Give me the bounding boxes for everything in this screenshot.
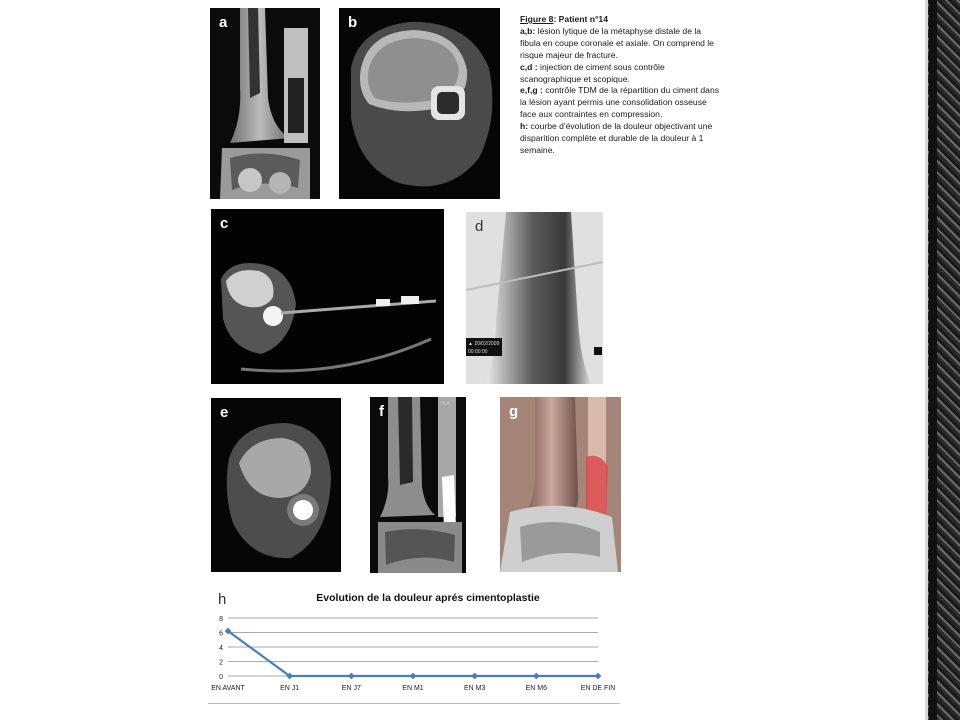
decorative-border-strip: [925, 0, 960, 720]
panel-b-axial-ct: [339, 8, 500, 199]
panel-e-axial-ct-control: [211, 398, 341, 572]
series-line: [228, 631, 598, 676]
panel-label-f: f: [379, 403, 384, 420]
coronal-control-image: [370, 397, 466, 573]
panel-label-c: c: [220, 215, 229, 232]
panel-label-d: d: [475, 218, 484, 235]
volume-render-image: [500, 397, 621, 572]
panel-g-3d-reconstruction: [500, 397, 621, 572]
y-tick-label: 2: [219, 659, 223, 667]
panel-f-orientation-tag: HLA: [440, 401, 450, 407]
panel-label-g: g: [509, 403, 519, 420]
chart-bottom-rule: [208, 703, 620, 704]
y-tick-label: 6: [219, 630, 223, 638]
x-tick-label: EN M6: [525, 685, 548, 692]
panel-h-pain-chart: [208, 585, 620, 705]
panel-label-h: h: [218, 591, 227, 608]
axial-ct-image: [339, 8, 500, 199]
data-point: [348, 673, 355, 680]
panel-label-b: b: [348, 14, 358, 31]
fluoroscopy-image: [466, 212, 603, 384]
fluoroscopy-stamp-date: ▲ 20/02/2009: [468, 341, 500, 347]
x-tick-label: EN AVANT: [211, 685, 245, 692]
y-tick-label: 0: [219, 674, 223, 681]
panel-label-a: a: [219, 14, 228, 31]
caption-efg: e,f,g : contrôle TDM de la répartition du ciment dans la lésion ayant permis une consolidation osseuse face aux contraintes en compression.: [520, 85, 720, 120]
caption-title: Figure 8: Patient n°14: [520, 14, 608, 24]
figure-caption: [520, 14, 720, 157]
y-tick-label: 4: [219, 645, 223, 652]
caption-cd: c,d : injection de ciment sous contrôle scanographique et scopique.: [520, 61, 665, 84]
panel-label-e: e: [220, 404, 229, 421]
caption-ab: a,b: lésion lytique de la métaphyse distale de la fibula en coupe coronale et axiale. On comprend le risque majeur de fracture.: [520, 25, 714, 60]
data-point: [595, 673, 602, 680]
coronal-ct-image: [210, 8, 320, 199]
data-point: [533, 673, 540, 680]
chart-title: Evolution de la douleur aprés cimentoplastie: [316, 592, 540, 604]
caption-h: h: courbe d'évolution de la douleur objectivant une disparition complète et durable de la douleur à 1 semaine.: [520, 121, 713, 155]
panel-f-coronal-ct-control: [370, 397, 466, 573]
y-tick-label: 8: [219, 616, 223, 623]
fluoroscopy-stamp-time: 00:00:00: [468, 349, 488, 355]
panel-a-coronal-ct: [210, 8, 320, 199]
panel-d-fluoroscopy: [466, 212, 603, 384]
x-tick-label: EN M3: [463, 685, 486, 692]
x-tick-label: EN J7: [341, 685, 361, 692]
axial-control-image: [211, 398, 341, 572]
data-point: [471, 673, 478, 680]
data-point: [410, 673, 417, 680]
panel-c-ct-guided-injection: [211, 209, 444, 384]
x-tick-label: EN M1: [402, 685, 424, 692]
x-tick-label: EN DE FIN: [580, 685, 616, 692]
ct-injection-image: [211, 209, 444, 384]
x-tick-label: EN J1: [280, 685, 300, 692]
